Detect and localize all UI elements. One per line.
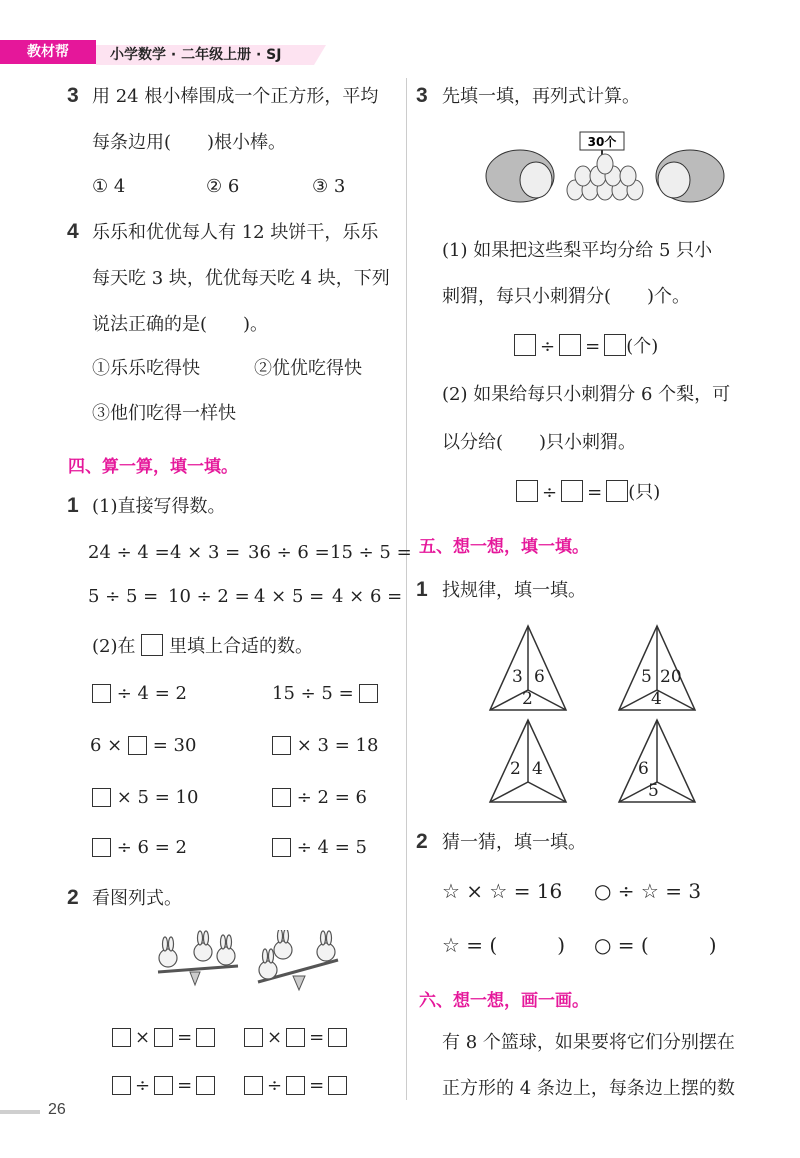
question-text: 有 8 个篮球，如果要将它们分别摆在 xyxy=(442,1032,735,1053)
operator: ÷ xyxy=(135,1075,151,1096)
answer-box[interactable] xyxy=(196,1028,215,1047)
fill-equation xyxy=(272,786,367,810)
answer-box[interactable] xyxy=(606,480,628,502)
question-text: 乐乐和优优每人有 12 块饼干，乐乐 xyxy=(92,222,379,243)
question-text: 找规律，填一填。 xyxy=(442,580,586,601)
section-heading: 四、算一算，填一填。 xyxy=(68,457,238,477)
question-number: 2 xyxy=(416,830,428,853)
fill-equation xyxy=(112,1074,215,1098)
fill-equation xyxy=(272,734,378,758)
section-heading: 六、想一想，画一画。 xyxy=(419,991,589,1011)
header-tail-shape xyxy=(306,45,326,65)
question-number: 1 xyxy=(67,494,79,517)
page-number-bar xyxy=(0,1110,40,1114)
equation-text: ÷ 6 = 2 xyxy=(116,837,187,858)
fill-equation xyxy=(92,786,198,810)
answer-box[interactable] xyxy=(272,788,291,807)
answer-box[interactable] xyxy=(128,736,147,755)
circle-equation: ○ ÷ ☆ = 3 xyxy=(594,879,702,903)
question-number: 2 xyxy=(67,886,79,909)
operator: × xyxy=(135,1027,151,1048)
answer-box[interactable] xyxy=(92,838,111,857)
operator: × xyxy=(267,1027,283,1048)
fill-equation xyxy=(272,682,378,706)
question-text: 每天吃 3 块，优优每天吃 4 块，下列 xyxy=(92,268,390,289)
section-heading: 五、想一想，填一填。 xyxy=(419,537,589,557)
triangle-number: 4 xyxy=(651,689,662,709)
question-text: 猜一猜，填一填。 xyxy=(442,832,586,853)
answer-box[interactable] xyxy=(244,1076,263,1095)
answer-box[interactable] xyxy=(286,1076,305,1095)
equation-text: ÷ 4 = 5 xyxy=(296,837,367,858)
star-answer: ☆ = ( ) xyxy=(442,933,566,957)
fill-equation xyxy=(514,334,658,359)
sub-question: (1)直接写得数。 xyxy=(92,496,226,517)
question-number: 4 xyxy=(67,220,79,243)
sub-question xyxy=(92,634,313,659)
triangle-number: 2 xyxy=(522,689,533,709)
calc-item: 36 ÷ 6 = xyxy=(248,542,330,563)
answer-box[interactable] xyxy=(328,1028,347,1047)
answer-box[interactable] xyxy=(112,1028,131,1047)
operator: ÷ xyxy=(542,482,558,503)
option: ①乐乐吃得快 xyxy=(92,358,200,379)
question-text: 先填一填，再列式计算。 xyxy=(442,86,640,107)
equation-text: ÷ 2 = 6 xyxy=(296,787,367,808)
operator: = xyxy=(585,336,601,357)
sub-question: 刺猬，每只小刺猬分( )个。 xyxy=(442,286,691,307)
operator: ÷ xyxy=(267,1075,283,1096)
question-text: 正方形的 4 条边上，每条边上摆的数 xyxy=(442,1078,735,1099)
page-number: 26 xyxy=(48,1101,66,1118)
equation-text: × 5 = 10 xyxy=(116,787,199,808)
operator: = xyxy=(177,1075,193,1096)
triangle-number: 5 xyxy=(648,781,659,801)
question-number: 3 xyxy=(416,84,428,107)
equation-text: × 3 = 18 xyxy=(296,735,379,756)
equation-text: = 30 xyxy=(152,735,197,756)
answer-box[interactable] xyxy=(561,480,583,502)
answer-box[interactable] xyxy=(244,1028,263,1047)
option: ②优优吃得快 xyxy=(254,358,362,379)
fill-equation xyxy=(112,1026,215,1050)
sub-question-text: 里填上合适的数。 xyxy=(168,636,313,657)
hedgehogs-pears-illustration xyxy=(480,128,730,210)
triangle-number: 6 xyxy=(638,759,649,779)
calc-item: 4 × 5 = xyxy=(254,586,325,607)
operator: ÷ xyxy=(540,336,556,357)
answer-box[interactable] xyxy=(359,684,378,703)
operator: = xyxy=(309,1027,325,1048)
option: ② 6 xyxy=(206,176,240,197)
sub-question: (2) 如果给每只小刺猬分 6 个梨，可 xyxy=(442,384,731,405)
answer-box[interactable] xyxy=(514,334,536,356)
answer-box[interactable] xyxy=(92,684,111,703)
answer-box[interactable] xyxy=(141,634,163,656)
answer-box[interactable] xyxy=(154,1076,173,1095)
equation-text: 6 × xyxy=(90,735,123,756)
calc-item: 15 ÷ 5 = xyxy=(330,542,412,563)
answer-box[interactable] xyxy=(196,1076,215,1095)
answer-box[interactable] xyxy=(604,334,626,356)
fill-equation xyxy=(90,734,196,758)
operator: = xyxy=(309,1075,325,1096)
question-text: 看图列式。 xyxy=(92,888,182,909)
sub-question: 以分给( )只小刺猬。 xyxy=(442,432,637,453)
equation-text: ÷ 4 = 2 xyxy=(116,683,187,704)
option: ① 4 xyxy=(92,176,126,197)
answer-box[interactable] xyxy=(328,1076,347,1095)
option: ③他们吃得一样快 xyxy=(92,403,236,424)
fill-equation xyxy=(92,836,187,860)
calc-item: 4 × 6 = xyxy=(332,586,403,607)
sub-question-text: (2)在 xyxy=(92,636,136,657)
answer-box[interactable] xyxy=(154,1028,173,1047)
circle-answer: ○ = ( ) xyxy=(594,933,717,957)
answer-box[interactable] xyxy=(92,788,111,807)
triangle-number: 20 xyxy=(660,667,682,687)
fill-equation xyxy=(516,480,660,505)
option: ③ 3 xyxy=(312,176,346,197)
calc-item: 24 ÷ 4 = xyxy=(88,542,170,563)
fill-equation xyxy=(244,1026,347,1050)
answer-box[interactable] xyxy=(559,334,581,356)
seesaw-rabbits-illustration xyxy=(148,930,348,1000)
brand-tag: 教材帮 xyxy=(0,40,96,64)
star-equation: ☆ × ☆ = 16 xyxy=(442,879,563,903)
equation-text: 15 ÷ 5 = xyxy=(272,683,354,704)
operator: = xyxy=(587,482,603,503)
calc-item: 4 × 3 = xyxy=(170,542,241,563)
book-title: 小学数学 · 二年级上册 · SJ xyxy=(96,45,314,65)
calc-item: 5 ÷ 5 = xyxy=(88,586,159,607)
unit-label: (个) xyxy=(626,336,659,357)
triangle-number: 5 xyxy=(641,667,652,687)
pattern-triangles xyxy=(480,620,740,810)
pear-sign: 30个 xyxy=(587,135,617,149)
question-text: 用 24 根小棒围成一个正方形，平均 xyxy=(92,86,379,107)
question-number: 3 xyxy=(67,84,79,107)
fill-equation xyxy=(272,836,367,860)
sub-question: (1) 如果把这些梨平均分给 5 只小 xyxy=(442,240,713,261)
answer-box[interactable] xyxy=(286,1028,305,1047)
calc-item: 10 ÷ 2 = xyxy=(168,586,250,607)
unit-label: (只) xyxy=(628,482,661,503)
triangle-number: 6 xyxy=(534,667,545,687)
triangle-number: 4 xyxy=(532,759,543,779)
question-text: 说法正确的是( )。 xyxy=(92,314,269,335)
fill-equation xyxy=(92,682,187,706)
answer-box[interactable] xyxy=(516,480,538,502)
question-number: 1 xyxy=(416,578,428,601)
operator: = xyxy=(177,1027,193,1048)
question-text: 每条边用( )根小棒。 xyxy=(92,132,287,153)
fill-equation xyxy=(244,1074,347,1098)
answer-box[interactable] xyxy=(272,736,291,755)
answer-box[interactable] xyxy=(272,838,291,857)
answer-box[interactable] xyxy=(112,1076,131,1095)
triangle-number: 2 xyxy=(510,759,521,779)
triangle-number: 3 xyxy=(512,667,523,687)
column-divider xyxy=(406,78,407,1100)
